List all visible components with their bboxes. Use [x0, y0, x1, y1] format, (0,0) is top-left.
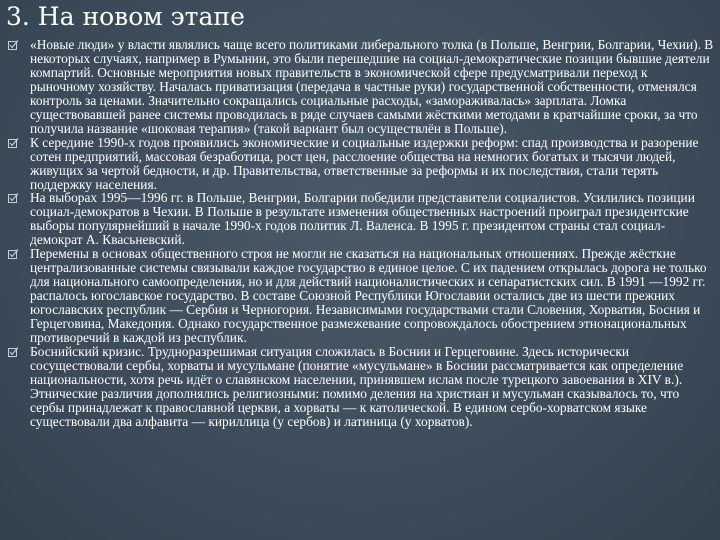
- bullet-item: [6, 38, 714, 136]
- bullet-item: [6, 136, 714, 192]
- bullet-list: [6, 38, 714, 429]
- bullet-text: Перемены в основах общественного строя не могли не сказаться на национальных отношениях. Прежде жёсткие централизованные системы связывали каждое государство в единое целое. С их падением открылась дорога не только для национального самоопределения, но и для действий националистических и сепаратистских сил. В 1991 —1992 гг. распалось югославское государство. В составе Союзной Республики Югославии остались две из шести прежних югославских республик — Сербия и Черногория. Независимыми государствами стали Словения, Хорватия, Босния и Герцеговина, Македония. Однако государственное размежевание сопровождалось обострением этнонациональных противоречий в каждой из республик.: [30, 246, 707, 346]
- checkbox-icon: [8, 138, 19, 148]
- checkbox-icon: [8, 347, 19, 357]
- bullet-text: Боснийский кризис. Трудноразрешимая ситуация сложилась в Боснии и Герцеговине. Здесь исторически сосуществовали сербы, хорваты и мусульмане (понятие «мусульмане» в Боснии рассматривается как определение национальности, хотя речь идёт о славянском населении, принявшем ислам после турецкого завоевания в XIV в.). Этнические различия дополнялись религиозными: помимо деления на христиан и мусульман сказывалось то, что сербы принадлежат к православной церкви, а хорваты — к католической. В едином сербо-хорватском языке существовали два алфавита — кириллица (у сербов) и латиница (у хорватов).: [30, 343, 684, 429]
- bullet-text: На выборах 1995—1996 гг. в Польше, Венгрии, Болгарии победили представители социалистов. Усилились позиции социал-демократов в Чехии. В Польше в результате изменения общественных настроений проиграл президентские выборы популярнейший в начале 1990-х годов политик Л. Валенса. В 1995 г. президентом страны стал социал-демократ А. Квасьневский.: [30, 190, 695, 248]
- bullet-text: К середине 1990-х годов проявились экономические и социальные издержки реформ: спад производства и разорение сотен предприятий, массовая безработица, рост цен, расслоение общества на немногих богатых и тысячи людей, живущих за чертой бедности, и др. Правительства, ответственные за реформы и их последствия, стали терять поддержку населения.: [30, 134, 699, 192]
- checkbox-icon: [8, 193, 19, 203]
- checkbox-icon: [8, 40, 19, 50]
- bullet-item: [6, 191, 714, 247]
- checkbox-icon: [8, 249, 19, 259]
- slide-title: 3. На новом этапе: [6, 2, 245, 31]
- bullet-item: [6, 247, 714, 345]
- bullet-text: «Новые люди» у власти являлись чаще всего политиками либерального толка (в Польше, Венгрии, Болгарии, Чехии). В некоторых случаях, например в Румынии, это были перешедшие на социал-демократические позиции бывшие деятели компартий. Основные мероприятия новых правительств в экономической сфере предусматривали переход к рыночному хозяйству. Началась приватизация (передача в частные руки) государственной собственности, отменялся контроль за ценами. Значительно сокращались социальные расходы, «замораживалась» зарплата. Ломка существовавшей ранее системы проводилась в ряде случаев самыми жёсткими методами в кратчайшие сроки, за что получила название «шоковая терапия» (такой вариант был осуществлён в Польше).: [30, 37, 714, 136]
- bullet-item: [6, 345, 714, 429]
